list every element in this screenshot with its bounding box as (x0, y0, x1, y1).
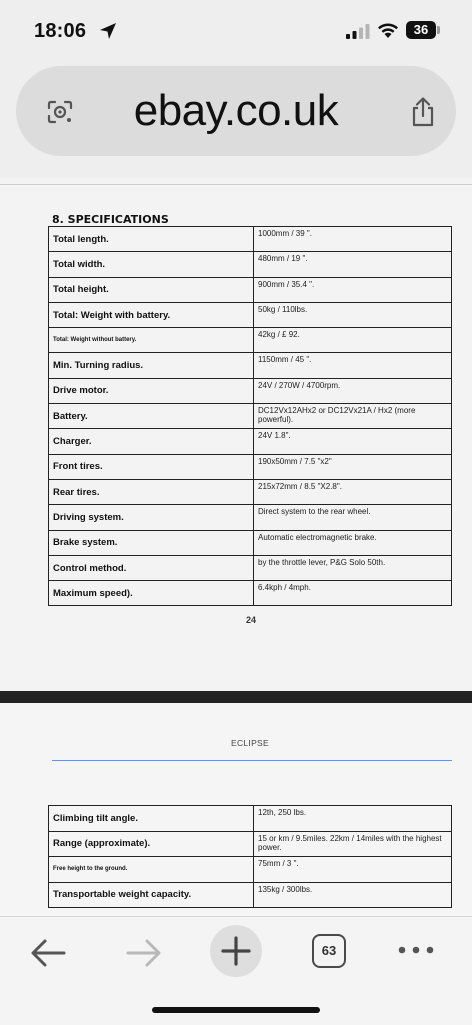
specifications-table-continued (48, 805, 452, 908)
spec-value: 135kg / 300lbs. (254, 882, 452, 908)
new-tab-button[interactable] (210, 925, 262, 977)
spec-label: Total length. (49, 227, 254, 252)
bottom-toolbar (0, 916, 472, 1025)
plus-icon (210, 925, 262, 977)
spec-value: 900mm / 35.4 ". (254, 277, 452, 302)
spec-label: Climbing tilt angle. (49, 806, 254, 832)
spec-value: 15 or km / 9.5miles. 22km / 14miles with the highest power. (254, 831, 452, 857)
spec-value: 190x50mm / 7.5 "x2" (254, 454, 452, 479)
spec-value: 480mm / 19 ". (254, 252, 452, 277)
spec-row (49, 882, 452, 908)
document-header-title: ECLIPSE (230, 738, 269, 748)
spec-label: Maximum speed). (49, 581, 254, 606)
spec-value: 75mm / 3 ". (254, 857, 452, 883)
spec-row (49, 806, 452, 832)
spec-row (49, 404, 452, 429)
more-options-icon[interactable] (396, 941, 436, 959)
spec-row (49, 227, 452, 252)
spec-label: Transportable weight capacity. (49, 882, 254, 908)
spec-label: Brake system. (49, 530, 254, 555)
spec-row (49, 530, 452, 555)
tabs-button[interactable]: 63 (312, 934, 346, 968)
url-text[interactable]: ebay.co.uk (133, 86, 339, 135)
spec-row (49, 353, 452, 378)
spec-value: 24V / 270W / 4700rpm. (254, 378, 452, 403)
spec-label: Total height. (49, 277, 254, 302)
forward-arrow-icon[interactable] (124, 935, 164, 971)
spec-label: Driving system. (49, 505, 254, 530)
wifi-icon (377, 21, 399, 39)
page-number: 24 (245, 615, 256, 625)
spec-label: Total: Weight with battery. (49, 302, 254, 327)
spec-row (49, 555, 452, 580)
battery-icon: 36 (406, 21, 436, 39)
spec-label: Control method. (49, 555, 254, 580)
status-bar (0, 0, 472, 60)
spec-row (49, 429, 452, 454)
spec-value: by the throttle lever, P&G Solo 50th. (254, 555, 452, 580)
spec-value: DC12Vx12AHx2 or DC12Vx21A / Hx2 (more powerful). (254, 404, 452, 429)
section-title: 8. SPECIFICATIONS (52, 213, 169, 226)
specifications-table (48, 226, 452, 606)
battery-cap (437, 26, 440, 34)
spec-row (49, 454, 452, 479)
spec-row (49, 252, 452, 277)
location-arrow-icon (99, 22, 117, 40)
share-icon[interactable] (408, 96, 438, 128)
spec-row (49, 857, 452, 883)
spec-value: 42kg / £ 92. (254, 328, 452, 353)
address-bar-area (0, 60, 472, 178)
spec-label: Drive motor. (49, 378, 254, 403)
header-rule (52, 760, 452, 761)
spec-value: Automatic electromagnetic brake. (254, 530, 452, 555)
spec-value: 12th, 250 lbs. (254, 806, 452, 832)
spec-row (49, 328, 452, 353)
spec-label: Battery. (49, 404, 254, 429)
spec-label: Rear tires. (49, 479, 254, 504)
document-viewer[interactable] (0, 178, 472, 916)
spec-row (49, 505, 452, 530)
spec-value: 50kg / 110lbs. (254, 302, 452, 327)
page-divider (0, 691, 472, 703)
spec-row (49, 581, 452, 606)
spec-row (49, 277, 452, 302)
cellular-signal-icon (346, 23, 370, 39)
spec-value: Direct system to the rear wheel. (254, 505, 452, 530)
spec-value: 1000mm / 39 ". (254, 227, 452, 252)
spec-label: Total: Weight without battery. (49, 328, 254, 353)
spec-value: 1150mm / 45 ". (254, 353, 452, 378)
page-edge (0, 184, 472, 185)
address-bar[interactable] (16, 66, 456, 156)
spec-value: 215x72mm / 8.5 "X2.8". (254, 479, 452, 504)
spec-row (49, 479, 452, 504)
spec-value: 6.4kph / 4mph. (254, 581, 452, 606)
page-settings-icon[interactable] (46, 99, 74, 125)
spec-label: Range (approximate). (49, 831, 254, 857)
home-indicator (152, 1007, 320, 1013)
back-arrow-icon[interactable] (28, 935, 68, 971)
spec-row (49, 831, 452, 857)
spec-label: Front tires. (49, 454, 254, 479)
spec-label: Free height to the ground. (49, 857, 254, 883)
spec-label: Total width. (49, 252, 254, 277)
spec-label: Charger. (49, 429, 254, 454)
spec-row (49, 378, 452, 403)
spec-label: Min. Turning radius. (49, 353, 254, 378)
spec-value: 24V 1.8". (254, 429, 452, 454)
spec-row (49, 302, 452, 327)
status-time: 18:06 (34, 20, 87, 42)
